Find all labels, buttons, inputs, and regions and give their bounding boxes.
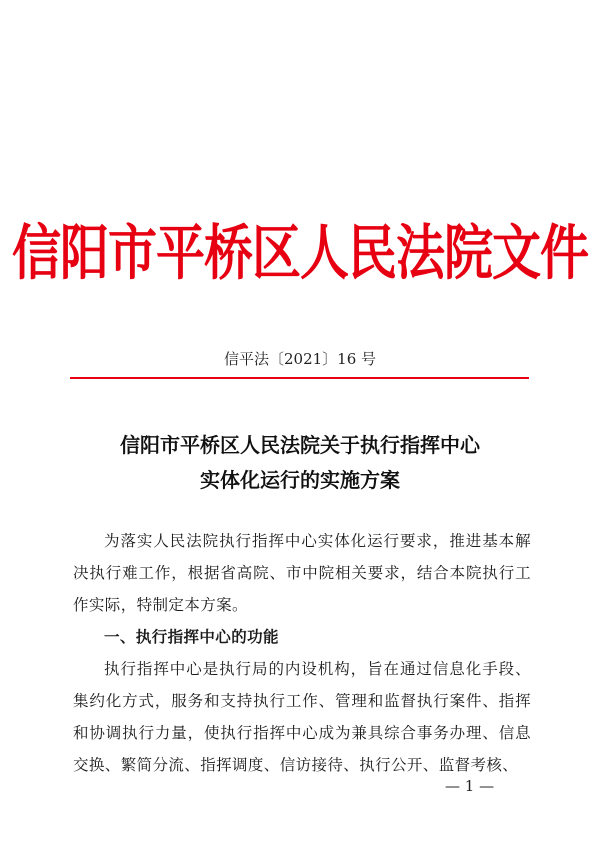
document-number: 信平法〔2021〕16 号 — [223, 350, 377, 368]
document-title-line-1: 信阳市平桥区人民法院关于执行指挥中心 — [120, 433, 480, 457]
red-divider-line — [70, 377, 529, 379]
section-1-paragraph: 执行指挥中心是执行局的内设机构，旨在通过信息化手段、集约化方式，服务和支持执行工作、管理和监督执行案件、指挥和协调执行力量，使执行指挥中心成为兼具综合事务办理、信息交换、繁简分流、指挥调度、信访接待、执行公开、监督考核、 — [73, 660, 531, 774]
document-masthead: 信阳市平桥区人民法院文件 — [11, 218, 588, 289]
page-number: — 1 — — [445, 777, 495, 795]
section-heading-1: 一、执行指挥中心的功能 — [104, 628, 279, 646]
intro-paragraph: 为落实人民法院执行指挥中心实体化运行要求，推进基本解决执行难工作，根据省高院、市中院相关要求，结合本院执行工作实际，特制定本方案。 — [73, 532, 531, 614]
document-body — [73, 525, 531, 781]
document-title-line-2: 实体化运行的实施方案 — [200, 468, 400, 492]
